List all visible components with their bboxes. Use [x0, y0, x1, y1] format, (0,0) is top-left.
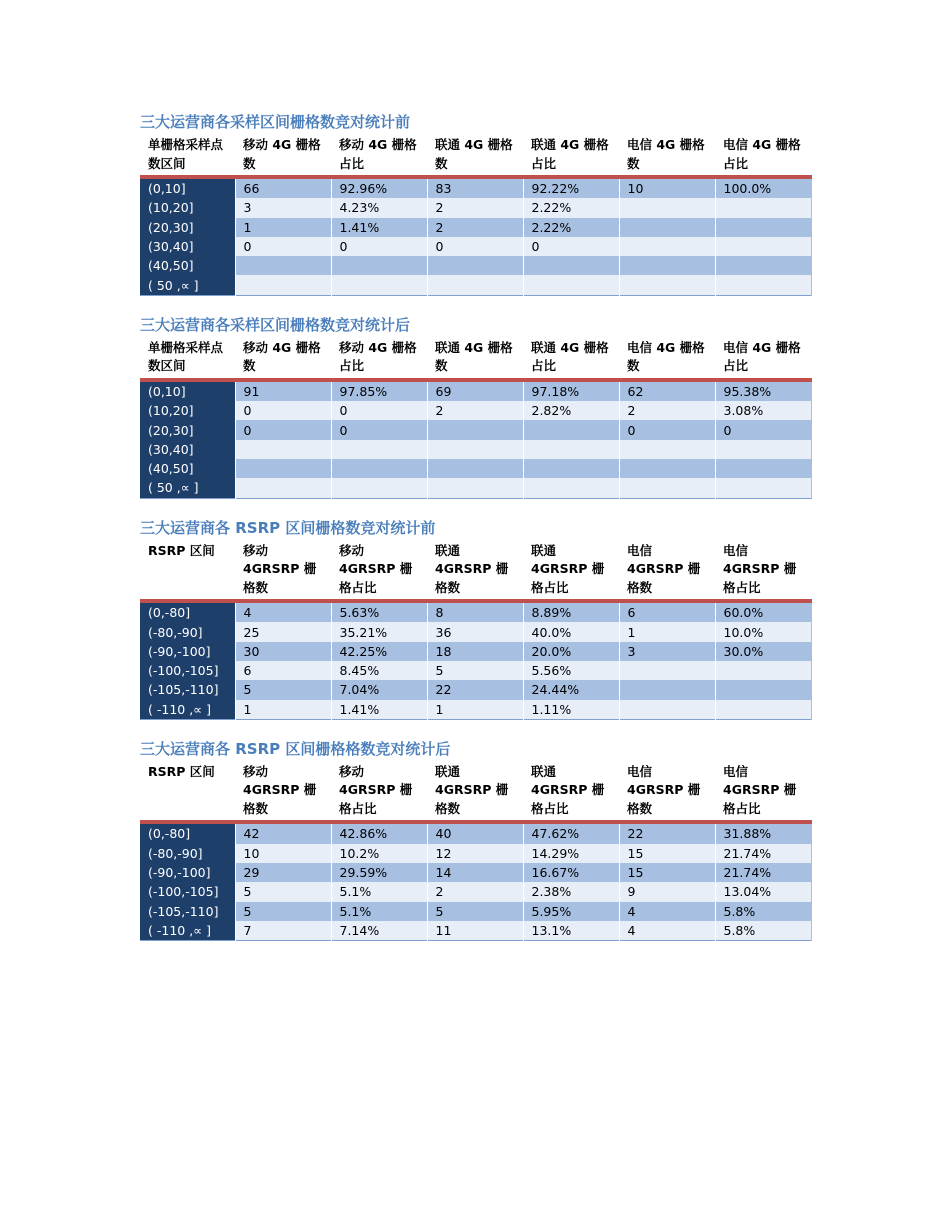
table-cell: 0	[715, 420, 811, 439]
table-cell: 22	[427, 680, 523, 699]
table-cell: 47.62%	[523, 822, 619, 843]
table-row	[140, 237, 811, 256]
table-cell	[715, 680, 811, 699]
header-row	[140, 761, 811, 823]
table-cell: 60.0%	[715, 601, 811, 622]
table-row	[140, 680, 811, 699]
table-row	[140, 882, 811, 901]
document-page	[140, 112, 812, 960]
table-cell: 0	[619, 420, 715, 439]
statistics-table	[140, 761, 812, 941]
table-cell: 100.0%	[715, 177, 811, 198]
row-label: (20,30]	[140, 420, 235, 439]
column-header: 联通 4GRSRP 栅格占比	[523, 540, 619, 602]
table-cell	[715, 661, 811, 680]
table-cell: 92.22%	[523, 177, 619, 198]
table-row	[140, 218, 811, 237]
table-cell: 3	[619, 642, 715, 661]
column-header: 电信 4GRSRP 栅格占比	[715, 540, 811, 602]
table-section	[140, 112, 812, 296]
table-cell: 10	[235, 844, 331, 863]
statistics-table	[140, 540, 812, 720]
table-cell: 1	[427, 700, 523, 720]
table-row	[140, 661, 811, 680]
table-cell: 5	[235, 680, 331, 699]
table-cell: 42.25%	[331, 642, 427, 661]
table-cell	[619, 218, 715, 237]
table-cell: 4	[619, 902, 715, 921]
table-cell	[235, 440, 331, 459]
table-cell: 29.59%	[331, 863, 427, 882]
table-row	[140, 478, 811, 498]
row-label: (0,10]	[140, 380, 235, 401]
table-cell: 91	[235, 380, 331, 401]
table-cell: 7	[235, 921, 331, 941]
row-label: (-80,-90]	[140, 622, 235, 641]
table-cell: 21.74%	[715, 844, 811, 863]
table-cell	[331, 440, 427, 459]
table-cell: 2	[427, 198, 523, 217]
statistics-table	[140, 337, 812, 499]
table-cell: 14.29%	[523, 844, 619, 863]
table-cell	[523, 459, 619, 478]
column-header: 联通 4G 栅格数	[427, 337, 523, 380]
table-cell	[619, 256, 715, 275]
table-row	[140, 822, 811, 843]
table-cell: 3.08%	[715, 401, 811, 420]
table-cell: 24.44%	[523, 680, 619, 699]
table-cell: 6	[235, 661, 331, 680]
table-cell: 13.1%	[523, 921, 619, 941]
table-cell: 7.04%	[331, 680, 427, 699]
column-header: 联通 4GRSRP 栅格数	[427, 761, 523, 823]
row-label: ( -110 ,∝ ]	[140, 700, 235, 720]
table-cell: 11	[427, 921, 523, 941]
table-row	[140, 844, 811, 863]
table-cell	[619, 459, 715, 478]
table-cell: 3	[235, 198, 331, 217]
table-cell: 15	[619, 863, 715, 882]
row-label: (-105,-110]	[140, 680, 235, 699]
table-title: 三大运营商各 RSRP 区间栅格格数竞对统计后	[140, 739, 451, 758]
column-header: 联通 4G 栅格占比	[523, 337, 619, 380]
table-cell: 8.89%	[523, 601, 619, 622]
table-cell	[715, 440, 811, 459]
table-cell	[715, 237, 811, 256]
table-cell: 1.41%	[331, 218, 427, 237]
column-header: 单栅格采样点数区间	[140, 337, 235, 380]
table-cell: 10	[619, 177, 715, 198]
row-label: (40,50]	[140, 256, 235, 275]
table-cell	[235, 275, 331, 295]
row-label: ( -110 ,∝ ]	[140, 921, 235, 941]
row-label: (0,10]	[140, 177, 235, 198]
table-cell: 69	[427, 380, 523, 401]
table-cell	[715, 256, 811, 275]
table-row	[140, 380, 811, 401]
table-cell: 2.38%	[523, 882, 619, 901]
header-row	[140, 540, 811, 602]
table-cell: 13.04%	[715, 882, 811, 901]
table-cell: 0	[331, 237, 427, 256]
table-row	[140, 642, 811, 661]
row-label: ( 50 ,∝ ]	[140, 478, 235, 498]
table-cell: 5	[427, 661, 523, 680]
table-cell	[331, 275, 427, 295]
row-label: (10,20]	[140, 401, 235, 420]
table-row	[140, 198, 811, 217]
table-cell: 40.0%	[523, 622, 619, 641]
table-cell: 16.67%	[523, 863, 619, 882]
column-header: 电信 4G 栅格占比	[715, 134, 811, 177]
table-section	[140, 518, 812, 720]
table-cell: 66	[235, 177, 331, 198]
table-row	[140, 256, 811, 275]
row-label: (10,20]	[140, 198, 235, 217]
table-row	[140, 459, 811, 478]
table-cell: 1	[235, 700, 331, 720]
table-cell	[715, 478, 811, 498]
table-cell: 30.0%	[715, 642, 811, 661]
table-cell: 5.1%	[331, 882, 427, 901]
row-label: (-80,-90]	[140, 844, 235, 863]
table-cell: 10.2%	[331, 844, 427, 863]
table-row	[140, 921, 811, 941]
table-row	[140, 622, 811, 641]
table-cell: 0	[331, 420, 427, 439]
row-label: (-105,-110]	[140, 902, 235, 921]
table-cell: 97.85%	[331, 380, 427, 401]
table-cell: 83	[427, 177, 523, 198]
table-cell: 5	[235, 902, 331, 921]
table-cell	[619, 680, 715, 699]
table-cell: 31.88%	[715, 822, 811, 843]
table-cell: 10.0%	[715, 622, 811, 641]
table-cell: 5.63%	[331, 601, 427, 622]
table-cell	[619, 198, 715, 217]
column-header: RSRP 区间	[140, 761, 235, 823]
table-cell: 14	[427, 863, 523, 882]
table-row	[140, 700, 811, 720]
row-label: (-90,-100]	[140, 642, 235, 661]
table-cell: 35.21%	[331, 622, 427, 641]
table-cell	[427, 440, 523, 459]
table-cell: 0	[427, 237, 523, 256]
row-label: (20,30]	[140, 218, 235, 237]
table-cell: 0	[235, 401, 331, 420]
table-cell	[715, 275, 811, 295]
table-cell: 6	[619, 601, 715, 622]
statistics-table	[140, 134, 812, 296]
table-cell	[523, 478, 619, 498]
table-cell: 0	[523, 237, 619, 256]
table-cell: 1	[235, 218, 331, 237]
table-title: 三大运营商各采样区间栅格数竞对统计后	[140, 315, 411, 334]
row-label: (0,-80]	[140, 601, 235, 622]
table-cell: 2	[619, 401, 715, 420]
column-header: 联通 4G 栅格数	[427, 134, 523, 177]
table-cell: 2	[427, 882, 523, 901]
table-cell	[715, 198, 811, 217]
table-cell: 92.96%	[331, 177, 427, 198]
table-cell	[523, 275, 619, 295]
table-cell: 95.38%	[715, 380, 811, 401]
row-label: (-100,-105]	[140, 882, 235, 901]
table-cell	[331, 459, 427, 478]
column-header: RSRP 区间	[140, 540, 235, 602]
row-label: (0,-80]	[140, 822, 235, 843]
table-cell	[619, 275, 715, 295]
table-row	[140, 902, 811, 921]
column-header: 电信 4GRSRP 栅格数	[619, 540, 715, 602]
table-title: 三大运营商各采样区间栅格数竞对统计前	[140, 113, 411, 131]
table-cell: 0	[235, 420, 331, 439]
table-cell	[523, 440, 619, 459]
table-cell: 5.8%	[715, 921, 811, 941]
table-cell: 5.8%	[715, 902, 811, 921]
table-cell	[427, 459, 523, 478]
table-cell: 5.95%	[523, 902, 619, 921]
table-cell	[715, 700, 811, 720]
table-cell: 40	[427, 822, 523, 843]
table-cell: 20.0%	[523, 642, 619, 661]
header-row	[140, 337, 811, 380]
row-label: (-90,-100]	[140, 863, 235, 882]
table-cell: 12	[427, 844, 523, 863]
column-header: 移动 4GRSRP 栅格数	[235, 540, 331, 602]
row-label: (-100,-105]	[140, 661, 235, 680]
table-cell	[619, 440, 715, 459]
column-header: 移动 4G 栅格占比	[331, 337, 427, 380]
column-header: 移动 4GRSRP 栅格占比	[331, 761, 427, 823]
table-cell: 5	[427, 902, 523, 921]
column-header: 联通 4GRSRP 栅格占比	[523, 761, 619, 823]
table-cell: 22	[619, 822, 715, 843]
table-cell	[523, 420, 619, 439]
column-header: 电信 4G 栅格占比	[715, 337, 811, 380]
table-cell	[427, 478, 523, 498]
table-section	[140, 739, 812, 941]
table-cell: 29	[235, 863, 331, 882]
table-cell	[427, 256, 523, 275]
table-cell: 2	[427, 218, 523, 237]
table-cell: 9	[619, 882, 715, 901]
column-header: 电信 4GRSRP 栅格占比	[715, 761, 811, 823]
table-cell	[235, 459, 331, 478]
table-cell: 42	[235, 822, 331, 843]
table-section	[140, 315, 812, 499]
row-label: (30,40]	[140, 440, 235, 459]
column-header: 移动 4G 栅格数	[235, 134, 331, 177]
table-cell: 7.14%	[331, 921, 427, 941]
table-title: 三大运营商各 RSRP 区间栅格数竞对统计前	[140, 518, 436, 537]
table-cell: 62	[619, 380, 715, 401]
column-header: 电信 4G 栅格数	[619, 337, 715, 380]
table-row	[140, 177, 811, 198]
table-cell: 15	[619, 844, 715, 863]
table-cell: 8	[427, 601, 523, 622]
column-header: 联通 4G 栅格占比	[523, 134, 619, 177]
column-header: 单栅格采样点数区间	[140, 134, 235, 177]
table-cell	[619, 478, 715, 498]
table-cell	[619, 700, 715, 720]
table-cell: 1.11%	[523, 700, 619, 720]
table-cell: 2	[427, 401, 523, 420]
table-cell: 4.23%	[331, 198, 427, 217]
table-cell: 18	[427, 642, 523, 661]
column-header: 电信 4GRSRP 栅格数	[619, 761, 715, 823]
table-cell	[331, 478, 427, 498]
column-header: 移动 4GRSRP 栅格占比	[331, 540, 427, 602]
table-row	[140, 401, 811, 420]
table-cell: 4	[619, 921, 715, 941]
table-row	[140, 275, 811, 295]
table-cell	[427, 420, 523, 439]
table-cell: 4	[235, 601, 331, 622]
table-cell: 2.22%	[523, 198, 619, 217]
table-cell: 5.56%	[523, 661, 619, 680]
row-label: (40,50]	[140, 459, 235, 478]
table-cell: 36	[427, 622, 523, 641]
table-cell	[427, 275, 523, 295]
table-cell: 8.45%	[331, 661, 427, 680]
table-cell	[331, 256, 427, 275]
table-cell: 2.22%	[523, 218, 619, 237]
table-cell	[715, 218, 811, 237]
column-header: 移动 4G 栅格数	[235, 337, 331, 380]
column-header: 电信 4G 栅格数	[619, 134, 715, 177]
row-label: ( 50 ,∝ ]	[140, 275, 235, 295]
table-row	[140, 863, 811, 882]
row-label: (30,40]	[140, 237, 235, 256]
table-cell: 0	[331, 401, 427, 420]
table-cell: 0	[235, 237, 331, 256]
table-cell: 30	[235, 642, 331, 661]
table-cell: 1	[619, 622, 715, 641]
table-cell	[619, 661, 715, 680]
table-cell	[523, 256, 619, 275]
table-cell: 97.18%	[523, 380, 619, 401]
table-cell	[619, 237, 715, 256]
header-row	[140, 134, 811, 177]
table-cell: 2.82%	[523, 401, 619, 420]
column-header: 移动 4G 栅格占比	[331, 134, 427, 177]
table-cell: 21.74%	[715, 863, 811, 882]
table-cell: 5	[235, 882, 331, 901]
table-cell	[235, 256, 331, 275]
table-row	[140, 440, 811, 459]
table-cell: 25	[235, 622, 331, 641]
table-cell	[235, 478, 331, 498]
column-header: 联通 4GRSRP 栅格数	[427, 540, 523, 602]
table-cell: 1.41%	[331, 700, 427, 720]
table-row	[140, 420, 811, 439]
table-row	[140, 601, 811, 622]
table-cell: 42.86%	[331, 822, 427, 843]
table-cell	[715, 459, 811, 478]
column-header: 移动 4GRSRP 栅格数	[235, 761, 331, 823]
table-cell: 5.1%	[331, 902, 427, 921]
